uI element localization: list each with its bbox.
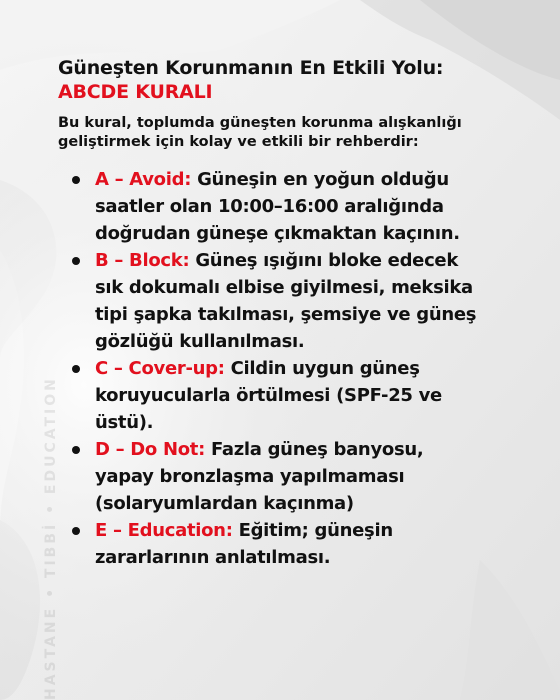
rule-item-c [58,355,478,436]
rule-item-b [58,247,478,355]
rule-key: D – Do Not: [95,439,205,460]
rule-text: Fazla güneş banyosu, yapay bronzlaşma yapılmaması (solaryumlardan kaçınma) [95,439,424,514]
rule-key: A – Avoid: [95,169,192,190]
intro-text: Bu kural, toplumda güneşten korunma alışkanlığı geliştirmek için kolay ve etkili bir rehberdir: [58,115,462,150]
rules-list [58,166,478,571]
page-title: Güneşten Korunmanın En Etkili Yolu: [58,57,444,79]
bullet-icon [72,446,80,454]
bullet-icon [72,527,80,535]
rule-item-a [58,166,478,247]
rule-text: Güneşin en yoğun olduğu saatler olan 10:00–16:00 aralığında doğrudan güneşe çıkmaktan kaçının. [95,169,460,244]
rule-item-e [58,517,478,571]
rule-key: B – Block: [95,250,190,271]
rule-text: Cildin uygun güneş koruyucularla örtülmesi (SPF-25 ve üstü). [95,358,442,433]
bullet-icon [72,365,80,373]
rule-key: C – Cover-up: [95,358,225,379]
rule-text: Eğitim; güneşin zararlarının anlatılması. [95,520,393,568]
watermark: HASTANE • TIBBİ • EDUCATION [43,376,59,700]
infographic-content [58,56,528,571]
page-subtitle: ABCDE KURALI [58,81,213,103]
rule-item-d [58,436,478,517]
rule-text: Güneş ışığını bloke edecek sık dokumalı elbise giyilmesi, meksika tipi şapka takılması, şemsiye ve güneş gözlüğü kullanılması. [95,250,477,352]
bullet-icon [72,257,80,265]
bullet-icon [72,176,80,184]
rule-key: E – Education: [95,520,233,541]
